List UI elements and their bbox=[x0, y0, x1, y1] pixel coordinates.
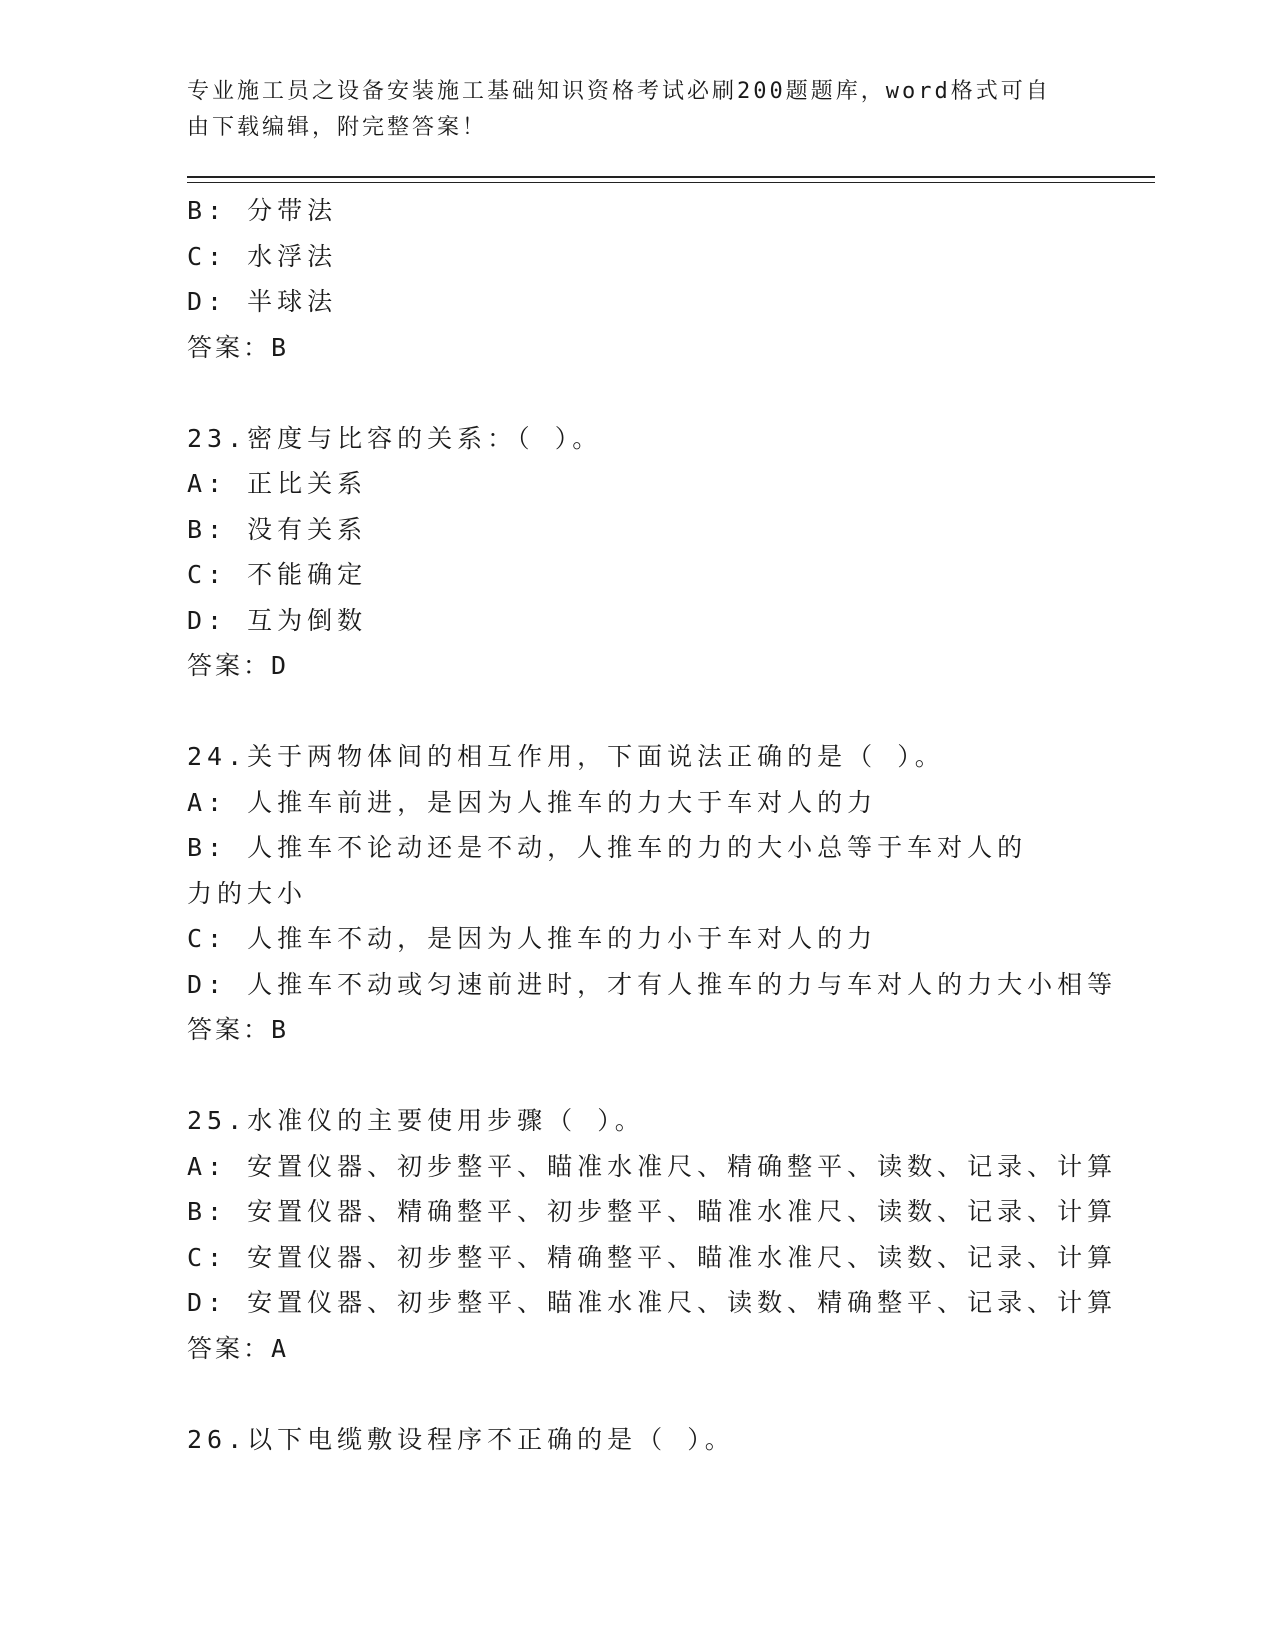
option-d: D: 半球法 bbox=[187, 287, 338, 316]
option-b: B: 安置仪器、精确整平、初步整平、瞄准水准尺、读数、记录、计算 bbox=[187, 1197, 1118, 1226]
option-d: D: 人推车不动或匀速前进时，才有人推车的力与车对人的力大小相等 bbox=[187, 969, 1118, 999]
answer-line: 答案：B bbox=[187, 332, 290, 362]
spacer bbox=[187, 1053, 1087, 1099]
question-stem: 23.密度与比容的关系：（ ）。 bbox=[187, 423, 603, 453]
option-c: C: 人推车不动，是因为人推车的力小于车对人的力 bbox=[187, 924, 878, 953]
answer-line: 答案：A bbox=[187, 1333, 290, 1363]
option-b: B: 分带法 bbox=[187, 196, 338, 225]
option-d: D: 安置仪器、初步整平、瞄准水准尺、读数、精确整平、记录、计算 bbox=[187, 1288, 1118, 1317]
spacer bbox=[187, 1371, 1087, 1417]
option-a: A: 人推车前进，是因为人推车的力大于车对人的力 bbox=[187, 787, 878, 817]
spacer bbox=[187, 370, 1087, 416]
option-d: D: 互为倒数 bbox=[187, 605, 368, 635]
page-header: 专业施工员之设备安装施工基础知识资格考试必刷200题题库，word格式可自由下载编辑，附完整答案！ bbox=[187, 79, 1051, 140]
option-b: B: 人推车不论动还是不动，人推车的力的大小总等于车对人的力的大小 bbox=[187, 833, 1028, 908]
question-stem: 25.水准仪的主要使用步骤（ ）。 bbox=[187, 1106, 645, 1135]
question-26 bbox=[187, 1417, 1087, 1463]
question-content bbox=[187, 188, 1118, 1462]
header-rule-thick bbox=[187, 176, 1155, 178]
question-25 bbox=[187, 1098, 1118, 1371]
question-24 bbox=[187, 734, 1118, 1053]
option-c: C: 安置仪器、初步整平、精确整平、瞄准水准尺、读数、记录、计算 bbox=[187, 1242, 1118, 1272]
header-rule-thin bbox=[187, 182, 1155, 183]
question-stem: 24.关于两物体间的相互作用，下面说法正确的是（ ）。 bbox=[187, 742, 945, 771]
question-22-continuation bbox=[187, 188, 1087, 370]
answer-line: 答案：D bbox=[187, 651, 290, 680]
option-b: B: 没有关系 bbox=[187, 514, 368, 544]
option-c: C: 水浮法 bbox=[187, 241, 338, 271]
question-23 bbox=[187, 416, 1087, 689]
option-a: A: 安置仪器、初步整平、瞄准水准尺、精确整平、读数、记录、计算 bbox=[187, 1151, 1118, 1181]
option-a: A: 正比关系 bbox=[187, 469, 368, 498]
option-c: C: 不能确定 bbox=[187, 560, 368, 589]
spacer bbox=[187, 689, 1087, 735]
answer-line: 答案：B bbox=[187, 1015, 290, 1044]
question-stem: 26.以下电缆敷设程序不正确的是（ ）。 bbox=[187, 1424, 735, 1454]
